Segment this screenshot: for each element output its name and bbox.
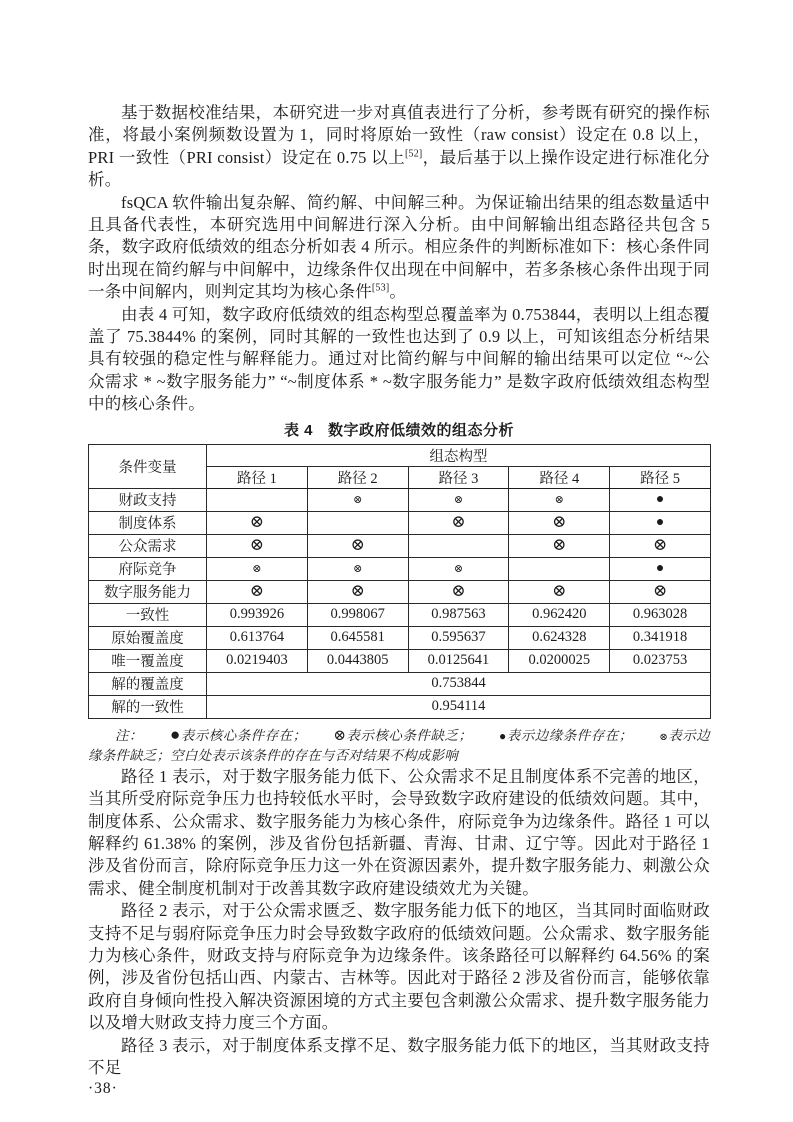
solution-row [89,695,711,718]
table-caption-text: 数字政府低绩效的组态分析 [328,421,515,439]
condition-cell [408,534,509,557]
paragraph-calibration [88,102,710,192]
stat-value: 0.595637 [408,626,509,649]
condition-cell [207,580,308,603]
paragraph-coverage: 由表 4 可知，数字政府低绩效的组态构型总覆盖率为 0.753844，表明以上组态覆盖了 75.3844% 的案例，同时其解的一致性也达到了 0.9 以上，可知该组态分析结果具有较强的稳定性与解释能力。通过对比简约解与中间解的输出结果可以定位 “~公众需求 * ~数字服务能力” “~制度体系 * ~数字服务能力” 是数字政府低绩效组态构型中的核心条件。 [88,304,710,414]
header-path-1: 路径 1 [207,466,308,488]
note-prefix: 注： [115,727,143,743]
stat-label: 原始覆盖度 [89,626,207,649]
condition-row [89,580,711,603]
legend-text: 表示边缘条件缺乏； [88,727,710,763]
condition-cell [307,557,408,580]
condition-row [89,488,711,511]
stat-row [89,603,711,626]
absence-circled-x-icon: ⊗ [552,512,567,532]
condition-row [89,534,711,557]
paragraph-path3: 路径 3 表示，对于制度体系支撑不足、数字服务能力低下的地区，当其财政支持不足 [88,1035,710,1077]
absence-circled-x-icon: ⊗ [554,494,564,507]
absence-circled-x-icon: ⊗ [451,512,466,532]
absence-circled-x-icon: ⊗ [350,535,365,555]
header-path-3: 路径 3 [408,466,509,488]
paragraph-fsqca-output [88,192,710,304]
stat-value: 0.645581 [307,626,408,649]
page-number: ·38· [88,1080,118,1098]
condition-cell [207,488,308,511]
legend-text: 表示核心条件存在； [180,727,307,743]
condition-cell [509,534,610,557]
presence-dot-icon: ● [655,515,665,531]
condition-label: 财政支持 [89,488,207,511]
stat-value: 0.963028 [610,603,711,626]
configuration-table [88,444,711,719]
paragraph-text: 基于数据校准结果，本研究进一步对真值表进行了分析，参考既有研究的操作标准，将最小案例频数设置为 1，同时将原始一致性（raw consist）设定在 0.8 以上，PRI 一致性（PRI consist）设定在 0.75 以上 [88,103,710,167]
condition-cell [408,557,509,580]
citation-ref-53: [53] [371,282,390,294]
condition-cell [610,534,711,557]
table-caption-label: 表 4 [283,421,313,439]
absence-circled-x-icon: ⊗ [552,581,567,601]
legend-circled-x-icon: ⊗ [659,731,668,743]
condition-label: 数字服务能力 [89,580,207,603]
condition-cell [207,557,308,580]
condition-cell [307,511,408,534]
absence-circled-x-icon: ⊗ [249,535,265,555]
page-content [88,0,710,1098]
paragraph-text: 。 [389,282,407,302]
stat-value: 0.624328 [509,626,610,649]
stat-value: 0.962420 [509,603,610,626]
absence-circled-x-icon: ⊗ [552,535,567,555]
config-table-body [89,488,711,718]
absence-circled-x-icon: ⊗ [249,581,265,601]
condition-label: 府际竞争 [89,557,207,580]
legend-text: 表示边缘条件存在； [506,727,633,743]
condition-cell [509,488,610,511]
header-condition-variable: 条件变量 [89,444,207,488]
condition-cell [408,511,509,534]
solution-label: 解的覆盖度 [89,672,207,695]
condition-cell [610,557,711,580]
stat-value: 0.341918 [610,626,711,649]
citation-ref-52: [52] [404,148,423,160]
absence-circled-x-icon: ⊗ [453,494,464,507]
stat-row [89,626,711,649]
header-path-2: 路径 2 [307,466,408,488]
absence-circled-x-icon: ⊗ [453,563,464,576]
legend-text: 表示核心条件缺乏； [346,727,473,743]
header-path-5: 路径 5 [610,466,711,488]
paragraph-text: fsQCA 软件输出复杂解、简约解、中间解三种。为保证输出结果的组态数量适中且具备代表性，本研究选用中间解进行深入分析。由中间解输出组态路径共包含 5 条，数字政府低绩效的组态分析如表 4 所示。相应条件的判断标准如下：核心条件同时出现在简约解与中间解中，边缘条件仅出现在中间解中，若多条核心条件出现于同一条中间解内，则判定其均为核心条件 [88,192,710,302]
absence-circled-x-icon: ⊗ [350,581,365,601]
stat-label: 唯一覆盖度 [89,649,207,672]
header-configuration-group: 组态构型 [207,444,711,466]
condition-label: 公众需求 [89,534,207,557]
stat-value: 0.998067 [307,603,408,626]
condition-cell [307,580,408,603]
presence-dot-icon: ● [655,561,665,577]
absence-circled-x-icon: ⊗ [652,581,668,601]
stat-row [89,649,711,672]
condition-cell [610,580,711,603]
condition-cell [207,534,308,557]
stat-value: 0.993926 [207,603,308,626]
legend-dot-icon: ● [499,728,507,743]
table-note [88,726,710,766]
solution-label: 解的一致性 [89,695,207,718]
table-header [89,444,711,488]
absence-circled-x-icon: ⊗ [252,563,262,576]
header-path-4: 路径 4 [509,466,610,488]
absence-circled-x-icon: ⊗ [353,563,363,576]
absence-circled-x-icon: ⊗ [652,535,668,555]
absence-circled-x-icon: ⊗ [451,581,466,601]
condition-label: 制度体系 [89,511,207,534]
legend-circled-x-icon: ⊗ [333,727,347,744]
condition-cell [509,557,610,580]
condition-cell [509,511,610,534]
condition-cell [610,511,711,534]
solution-value: 0.954114 [207,695,711,718]
absence-circled-x-icon: ⊗ [353,494,363,507]
absence-circled-x-icon: ⊗ [249,512,265,532]
condition-cell [207,511,308,534]
note-suffix: 空白处表示该条件的存在与否对结果不构成影响 [170,747,458,763]
stat-value: 0.0200025 [509,649,610,672]
condition-row [89,511,711,534]
stat-value: 0.613764 [207,626,308,649]
paragraph-path1: 路径 1 表示，对于数字服务能力低下、公众需求不足且制度体系不完善的地区，当其所受府际竞争压力也持较低水平时，会导致数字政府建设的低绩效问题。其中，制度体系、公众需求、数字服务能力为核心条件，府际竞争为边缘条件。路径 1 可以解释约 61.38% 的案例，涉及省份包括新疆、青海、甘肃、辽宁等。因此对于路径 1 涉及省份而言，除府际竞争压力这一外在资源因素外，提升数字服务能力、刺激公众需求、健全制度机制对于改善其数字政府建设绩效尤为关键。 [88,766,710,898]
table-caption [88,419,710,440]
legend-dot-icon: ● [169,724,181,744]
condition-cell [610,488,711,511]
condition-cell [509,580,610,603]
stat-label: 一致性 [89,603,207,626]
stat-value: 0.987563 [408,603,509,626]
condition-cell [307,534,408,557]
condition-row [89,557,711,580]
table-header-group-row [89,444,711,466]
stat-value: 0.0219403 [207,649,308,672]
paragraph-text: ，最后基于以上操作设定进行标准化分析。 [88,147,710,190]
condition-cell [408,580,509,603]
stat-value: 0.0443805 [307,649,408,672]
paragraph-path2: 路径 2 表示，对于公众需求匮乏、数字服务能力低下的地区，当其同时面临财政支持不足与弱府际竞争压力时会导致数字政府的低绩效问题。公众需求、数字服务能力为核心条件，财政支持与府际竞争为边缘条件。该条路径可以解释约 64.56% 的案例，涉及省份包括山西、内蒙古、吉林等。因此对于路径 2 涉及省份而言，能够依靠政府自身倾向性投入解决资源困境的方式主要包含刺激公众需求、提升数字服务能力以及增大财政支持力度三个方面。 [88,901,710,1033]
stat-value: 0.0125641 [408,649,509,672]
condition-cell [307,488,408,511]
stat-value: 0.023753 [610,649,711,672]
condition-cell [408,488,509,511]
presence-dot-icon: ● [655,492,665,508]
solution-row [89,672,711,695]
solution-value: 0.753844 [207,672,711,695]
